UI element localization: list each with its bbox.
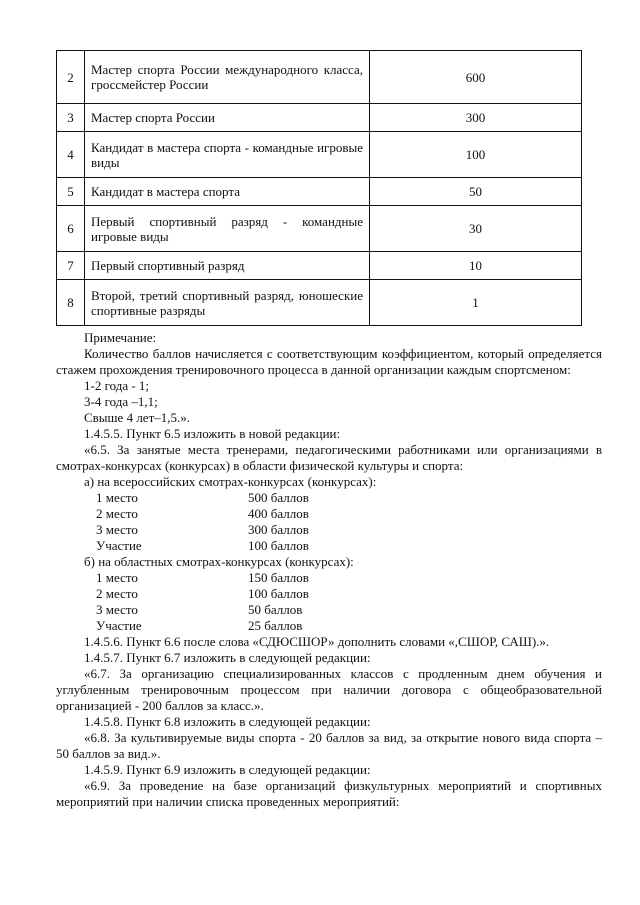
award-row [96,490,602,506]
table-row [57,178,582,206]
row-value: 600 [370,51,582,104]
row-number: 7 [57,252,85,280]
award-points: 400 баллов [248,506,309,521]
award-place: Участие [96,538,142,553]
award-row [96,586,602,602]
row-title: Мастер спорта России [85,104,370,132]
row-value: 10 [370,252,582,280]
award-points: 100 баллов [248,586,309,601]
award-place: 2 место [96,586,138,601]
award-place: 2 место [96,506,138,521]
row-value: 100 [370,132,582,178]
table-row [57,132,582,178]
award-row [96,570,602,586]
row-number: 3 [57,104,85,132]
section-heading: 1.4.5.9. Пункт 6.9 изложить в следующей редакции: [84,762,371,777]
award-row [96,618,602,634]
row-title: Первый спортивный разряд [85,252,370,280]
table-row [57,51,582,104]
award-row [96,522,602,538]
row-value: 1 [370,280,582,326]
award-row [96,602,602,618]
award-place: 3 место [96,522,138,537]
row-title: Мастер спорта России международного класса, гроссмейстер России [85,51,370,104]
award-points: 300 баллов [248,522,309,537]
note-heading: Примечание: [84,330,157,345]
subsection-title: б) на областных смотрах-конкурсах (конкурсах): [84,554,354,569]
section-text: «6.7. За организацию специализированных классов с продленным днем обучения и углубленным тренировочным процессом при наличии договора с общеобразовательной организацией - 200 баллов за класс.». [56,666,602,713]
row-number: 4 [57,132,85,178]
points-table [56,50,582,326]
section-heading: 1.4.5.8. Пункт 6.8 изложить в следующей редакции: [84,714,371,729]
award-place: 1 место [96,490,138,505]
section-text: 1.4.5.6. Пункт 6.6 после слова «СДЮСШОР» дополнить словами «,СШОР, САШ).». [84,634,550,649]
section-text: «6.9. За проведение на базе организаций физкультурных мероприятий и спортивных мероприятий при наличии списка проведенных мероприятий: [56,778,602,809]
award-place: Участие [96,618,142,633]
award-points: 50 баллов [248,602,303,617]
section-heading: 1.4.5.5. Пункт 6.5 изложить в новой редакции: [84,426,341,441]
award-row [96,506,602,522]
award-points: 100 баллов [248,538,309,553]
row-value: 50 [370,178,582,206]
row-title: Кандидат в мастера спорта [85,178,370,206]
row-title: Второй, третий спортивный разряд, юношеские спортивные разряды [85,280,370,326]
section-heading: 1.4.5.7. Пункт 6.7 изложить в следующей редакции: [84,650,371,665]
award-place: 1 место [96,570,138,585]
row-value: 30 [370,206,582,252]
row-title: Кандидат в мастера спорта - командные игровые виды [85,132,370,178]
award-points: 500 баллов [248,490,309,505]
note-line: 1-2 года - 1; [84,378,150,393]
note-line: 3-4 года –1,1; [84,394,158,409]
note-line: Свыше 4 лет–1,5.». [84,410,191,425]
note-body: Количество баллов начисляется с соответствующим коэффициентом, который определяется стажем прохождения тренировочного процесса в данной организации каждым спортсменом: [56,346,602,377]
award-points: 25 баллов [248,618,303,633]
document-body [56,330,602,810]
row-number: 5 [57,178,85,206]
table-row [57,104,582,132]
subsection-title: а) на всероссийских смотрах-конкурсах (конкурсах): [84,474,377,489]
table-row [57,280,582,326]
section-text: «6.8. За культивируемые виды спорта - 20 баллов за вид, за открытие нового вида спорта – 50 баллов за вид.». [56,730,602,761]
row-number: 8 [57,280,85,326]
row-number: 2 [57,51,85,104]
row-value: 300 [370,104,582,132]
section-text: «6.5. За занятые места тренерами, педагогическими работниками или организациями в смотрах-конкурсах (конкурсах) в области физической культуры и спорта: [56,442,602,473]
award-row [96,538,602,554]
table-row [57,206,582,252]
table-row [57,252,582,280]
row-number: 6 [57,206,85,252]
row-title: Первый спортивный разряд - командные игровые виды [85,206,370,252]
award-place: 3 место [96,602,138,617]
award-points: 150 баллов [248,570,309,585]
